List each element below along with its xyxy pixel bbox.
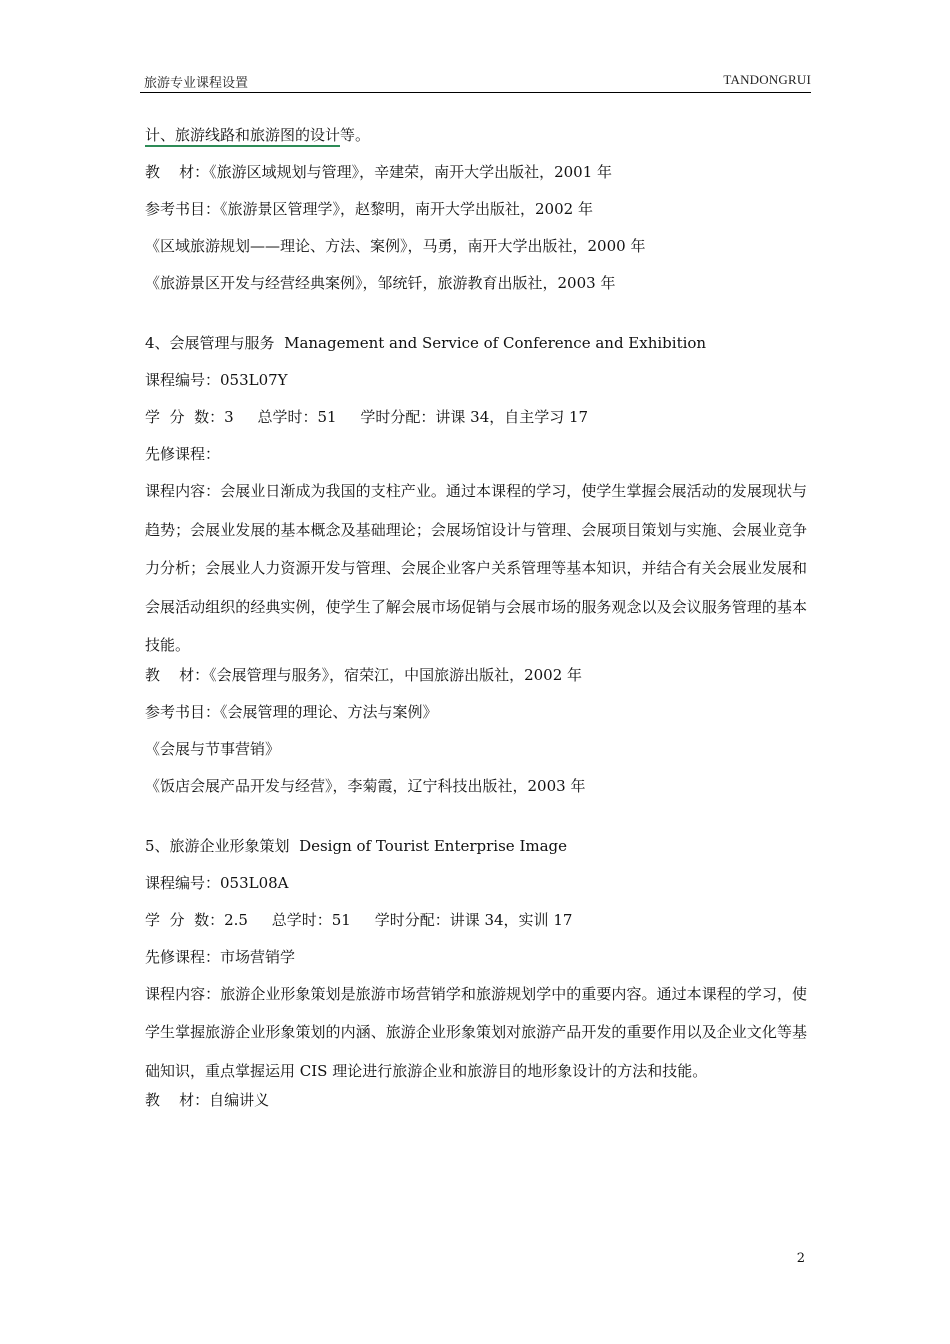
reference-line: 参考书目：《会展管理的理论、方法与案例》 bbox=[145, 702, 438, 721]
section-gap bbox=[145, 812, 807, 835]
textbook-line: 教 材：《旅游区域规划与管理》，辛建荣，南开大学出版社，2001 年 bbox=[145, 163, 613, 181]
course-title: 5、旅游企业形象策划 Design of Tourist Enterprise Image bbox=[145, 836, 568, 855]
course-prereq: 先修课程：市场营销学 bbox=[145, 947, 296, 966]
reference-extra: 《饭店会展产品开发与经营》，李菊霞，辽宁科技出版社，2003 年 bbox=[145, 776, 586, 795]
header-title: 旅游专业课程设置 bbox=[144, 76, 249, 91]
course-content: 课程内容：旅游企业形象策划是旅游市场营销学和旅游规划学中的重要内容。通过本课程的学习，使学生掌握旅游企业形象策划的内涵、旅游企业形象策划对旅游产品开发的重要作用以及企业文化等基础知识，重点掌握运用 CIS 理论进行旅游企业和旅游目的地形象设计的方法和技能。 bbox=[145, 984, 807, 1080]
course-code: 课程编号：053L08A bbox=[145, 873, 289, 892]
reference-extra: 《旅游景区开发与经营经典案例》，邹统钎，旅游教育出版社，2003 年 bbox=[145, 274, 616, 292]
header-author: TANDONGRUI bbox=[723, 72, 811, 87]
continuation-tail: 等。 bbox=[340, 126, 371, 144]
course-code: 课程编号：053L07Y bbox=[145, 371, 288, 389]
underlined-text: 计、旅游线路和旅游图的设计 bbox=[145, 126, 340, 147]
textbook-line: 教 材：《会展管理与服务》，宿荣江，中国旅游出版社，2002 年 bbox=[145, 665, 583, 684]
header-rule bbox=[140, 92, 811, 93]
page-content bbox=[145, 124, 807, 1126]
course-credits: 学 分 数：3 总学时：51 学时分配：讲课 34，自主学习 17 bbox=[145, 408, 589, 426]
course-title: 4、会展管理与服务 Management and Service of Conference and Exhibition bbox=[145, 334, 707, 352]
page-number: 2 bbox=[796, 1251, 805, 1266]
reference-extra: 《区域旅游规划——理论、方法、案例》，马勇，南开大学出版社，2000 年 bbox=[145, 237, 646, 255]
course-credits: 学 分 数：2.5 总学时：51 学时分配：讲课 34，实训 17 bbox=[145, 910, 573, 929]
continuation-line bbox=[145, 124, 807, 161]
textbook-line: 教 材：自编讲义 bbox=[145, 1091, 270, 1109]
reference-extra: 《会展与节事营销》 bbox=[145, 739, 281, 758]
course-prereq: 先修课程： bbox=[145, 445, 221, 463]
section-gap bbox=[145, 309, 807, 332]
reference-line: 参考书目：《旅游景区管理学》，赵黎明，南开大学出版社，2002 年 bbox=[145, 200, 593, 218]
course-content: 课程内容：会展业日渐成为我国的支柱产业。通过本课程的学习，使学生掌握会展活动的发展现状与趋势；会展业发展的基本概念及基础理论；会展场馆设计与管理、会展项目策划与实施、会展业竞争力分析；会展业人力资源开发与管理、会展企业客户关系管理等基本知识，并结合有关会展业发展和会展活动组织的经典实例，使学生了解会展市场促销与会展市场的服务观念以及会议服务管理的基本技能。 bbox=[145, 482, 807, 654]
